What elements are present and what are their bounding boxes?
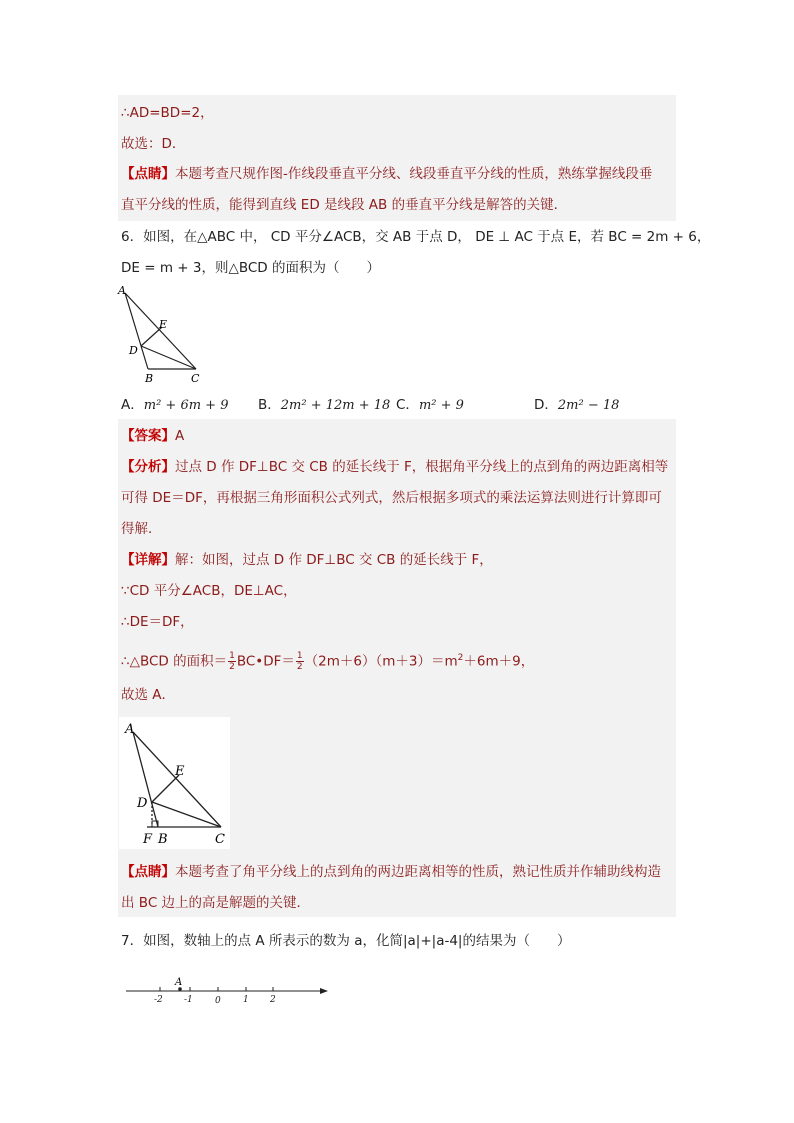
analysis-tag: 【分析】: [121, 459, 175, 475]
analysis-line-1: [121, 458, 668, 476]
analysis-line-2: 可得 DE＝DF，再根据三角形面积公式列式，然后根据多项式的乘法运算法则进行计算即可: [121, 490, 662, 506]
option-a-letter: A．: [121, 397, 144, 413]
triangle-figure-1: [116, 284, 208, 384]
option-a[interactable]: [121, 396, 228, 415]
label-C: C: [191, 372, 200, 384]
point-a-label: A: [175, 977, 183, 988]
option-d-expr: 2m² − 18: [557, 398, 620, 413]
number-line-figure: [124, 972, 334, 1008]
tick-label: -2: [154, 995, 163, 1005]
comment-tag: 【点睛】: [121, 864, 175, 880]
label-D: D: [137, 796, 148, 811]
fraction-denominator: 2: [296, 662, 303, 672]
detail-line-2: ∵CD 平分∠ACB，DE⊥AC，: [121, 583, 297, 599]
option-c[interactable]: [396, 396, 464, 415]
option-d[interactable]: [534, 396, 619, 415]
triangle-figure-2: [119, 717, 230, 849]
option-b-expr: 2m² + 12m + 18: [280, 398, 391, 413]
option-b-letter: B．: [258, 397, 281, 413]
area-prefix: ∴△BCD 的面积＝: [121, 653, 228, 670]
label-A: A: [125, 722, 135, 737]
fraction-numerator: 1: [296, 651, 303, 661]
comment-text: 本题考查尺规作图-作线段垂直平分线、线段垂直平分线的性质，熟练掌握线段垂: [175, 166, 653, 182]
label-B: B: [158, 832, 168, 847]
label-E: E: [159, 318, 168, 331]
label-A: A: [118, 284, 126, 297]
comment-tag: 【点睛】: [121, 166, 175, 182]
area-mid-2: （2m＋6）（m＋3）＝m: [304, 653, 458, 670]
question-6-line-2: DE = m + 3，则△BCD 的面积为（ ）: [121, 260, 380, 276]
area-exponent: 2: [457, 653, 464, 663]
prev-conclusion-line: ∴AD=BD=2，: [121, 105, 214, 121]
fraction-half-2: [296, 651, 304, 672]
area-formula-line: [121, 649, 534, 672]
fraction-numerator: 1: [229, 651, 235, 661]
detail-tag: 【详解】: [121, 552, 175, 568]
analysis-line-3: 得解．: [121, 521, 162, 537]
solution-6-comment-line-2: 出 BC 边上的高是解题的关键．: [121, 895, 311, 911]
label-F: F: [143, 832, 153, 847]
option-c-letter: C．: [396, 397, 419, 413]
fraction-half-1: [228, 651, 236, 672]
detail-line-5: 故选 A．: [121, 687, 176, 703]
detail-line-1: [121, 551, 493, 569]
fraction-denominator: 2: [229, 662, 235, 672]
label-C: C: [215, 832, 225, 847]
prev-comment-line-1: [121, 165, 652, 183]
detail-line-3: ∴DE＝DF，: [121, 614, 194, 630]
comment-text: 本题考查了角平分线上的点到角的两边距离相等的性质，熟记性质并作辅助线构造: [175, 864, 661, 880]
answer-tag: 【答案】: [121, 428, 175, 444]
area-end: ＋6m＋9，: [463, 653, 535, 670]
option-c-expr: m² + 9: [418, 398, 464, 413]
question-7-line-1: 7．如图，数轴上的点 A 所表示的数为 a，化简|a|+|a-4|的结果为（ ）: [121, 933, 571, 949]
label-E: E: [175, 764, 185, 779]
answer-line: [121, 427, 184, 445]
prev-choice-line: 故选：D．: [121, 136, 186, 152]
tick-label: 0: [215, 996, 221, 1006]
tick-label: 1: [243, 995, 249, 1005]
question-6-line-1: 6．如图，在△ABC 中， CD 平分∠ACB，交 AB 于点 D， DE ⊥ AC 于点 E，若 BC = 2m + 6，: [121, 229, 711, 245]
tick-label: 2: [270, 995, 276, 1005]
solution-6-comment-line-1: [121, 863, 661, 881]
label-B: B: [145, 372, 154, 384]
answer-value: A: [175, 428, 185, 444]
option-d-letter: D．: [534, 397, 558, 413]
option-b[interactable]: [258, 396, 390, 415]
analysis-text: 过点 D 作 DF⊥BC 交 CB 的延长线于 F，根据角平分线上的点到角的两边距离相等: [175, 459, 669, 475]
option-a-expr: m² + 6m + 9: [143, 398, 229, 413]
detail-text: 解：如图，过点 D 作 DF⊥BC 交 CB 的延长线于 F，: [175, 552, 493, 568]
tick-label: -1: [184, 995, 193, 1005]
label-D: D: [129, 344, 138, 357]
prev-comment-line-2: 直平分线的性质，能得到直线 ED 是线段 AB 的垂直平分线是解答的关键．: [121, 197, 568, 213]
area-mid-1: BC•DF＝: [236, 653, 295, 670]
